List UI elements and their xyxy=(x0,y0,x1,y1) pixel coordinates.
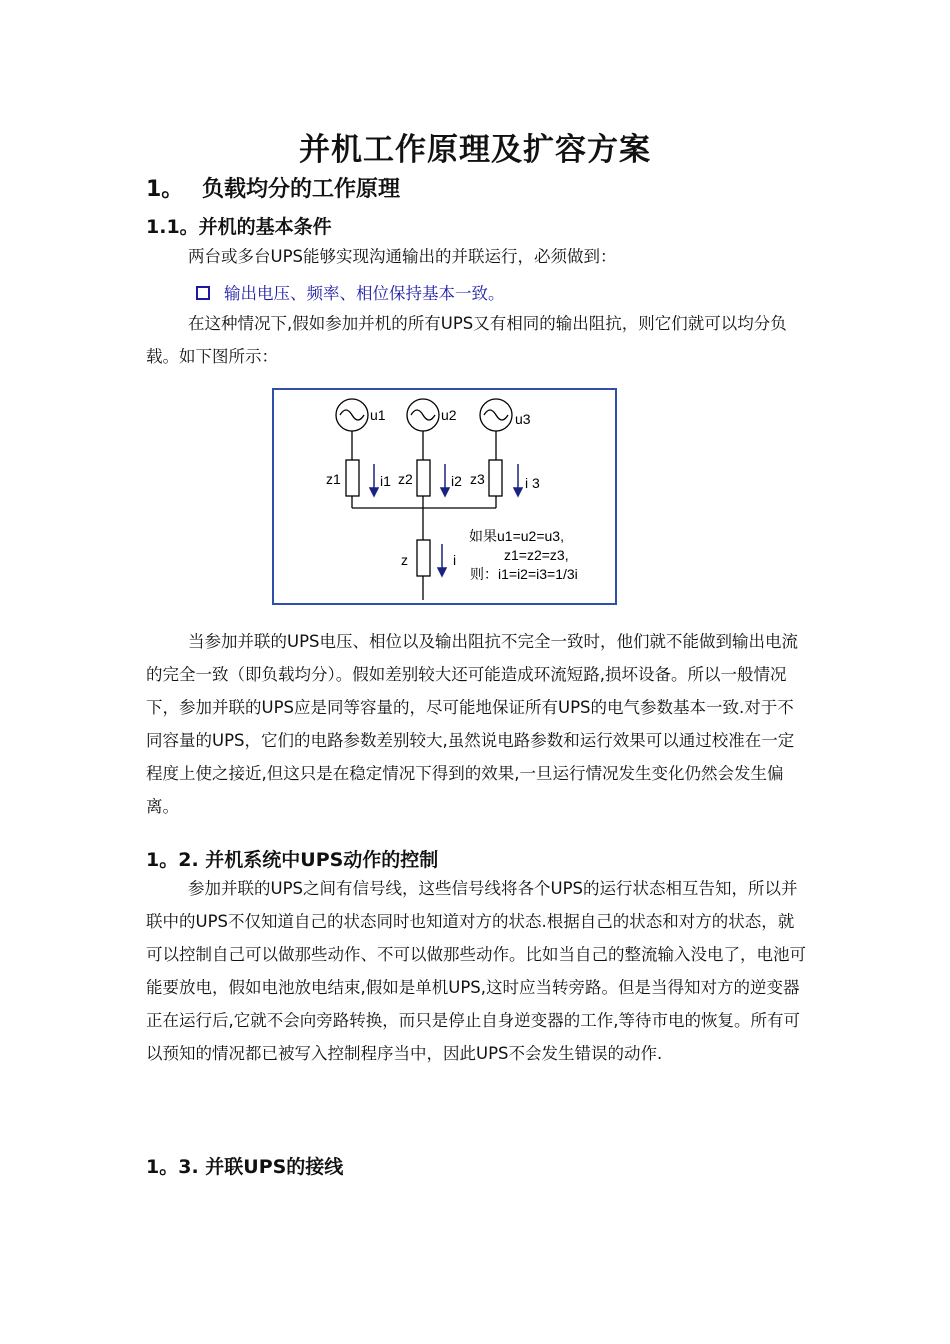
label-i2: i2 xyxy=(451,473,462,489)
resistor-z2 xyxy=(417,460,430,496)
sine-u3-icon xyxy=(484,410,508,420)
bullet-item xyxy=(196,282,505,306)
checkbox-bullet-icon xyxy=(196,286,210,300)
section-1-number: 1。 xyxy=(146,177,184,202)
document-title: 并机工作原理及扩容方案 xyxy=(299,132,651,168)
label-i: i xyxy=(453,552,457,568)
label-z2: z2 xyxy=(398,471,413,487)
paragraph-3: 当参加并联的UPS电压、相位以及输出阻抗不完全一致时，他们就不能做到输出电流的完全一致（即负载均分）。假如差别较大还可能造成环流短路,损坏设备。所以一般情况下，参加并联的UPS应是同等容量的，尽可能地保证所有UPS的电气参数基本一致.对于不同容量的UPS，它们的电路参数差别较大,虽然说电路参数和运行效果可以通过校准在一定程度上使之接近,但这只是在稳定情况下得到的效果,一旦运行情况发生变化仍然会发生偏离。 xyxy=(146,632,799,816)
resistor-z1 xyxy=(346,460,359,496)
resistor-z3 xyxy=(489,460,502,496)
resistor-z xyxy=(417,540,430,576)
paragraph-1: 两台或多台UPS能够实现沟通输出的并联运行，必须做到： xyxy=(188,247,617,266)
sine-u2-icon xyxy=(411,410,435,420)
sine-u1-icon xyxy=(340,410,364,420)
label-z1: z1 xyxy=(326,471,341,487)
label-i1: i1 xyxy=(380,473,391,489)
label-u2: u2 xyxy=(441,407,457,423)
section-1-1-heading: 1.1。并机的基本条件 xyxy=(146,216,332,238)
section-1-2-heading: 1。2. 并机系统中UPS动作的控制 xyxy=(146,849,439,871)
condition-line-2: z1=z2=z3, xyxy=(504,547,569,563)
parallel-circuit-figure xyxy=(272,388,617,605)
bullet-text: 输出电压、频率、相位保持基本一致。 xyxy=(224,284,505,303)
condition-line-1: 如果u1=u2=u3, xyxy=(469,528,564,544)
section-1-label: 负载均分的工作原理 xyxy=(202,177,401,202)
label-u3: u3 xyxy=(515,411,531,427)
label-i3: i 3 xyxy=(525,475,540,491)
section-1-heading xyxy=(146,172,400,203)
section-1-3-heading: 1。3. 并联UPS的接线 xyxy=(146,1156,344,1178)
label-u1: u1 xyxy=(370,407,386,423)
paragraph-2: 在这种情况下,假如参加并机的所有UPS又有相同的输出阻抗，则它们就可以均分负载。如下图所示： xyxy=(146,314,787,366)
condition-line-3: 则：i1=i2=i3=1/3i xyxy=(470,566,578,582)
label-z3: z3 xyxy=(470,471,485,487)
label-z: z xyxy=(401,552,408,568)
circuit-diagram xyxy=(274,390,619,607)
paragraph-4: 参加并联的UPS之间有信号线，这些信号线将各个UPS的运行状态相互告知，所以并联中的UPS不仅知道自己的状态同时也知道对方的状态.根据自己的状态和对方的状态，就可以控制自己可以做那些动作、不可以做那些动作。比如当自己的整流输入没电了，电池可能要放电，假如电池放电结束,假如是单机UPS,这时应当转旁路。但是当得知对方的逆变器正在运行后,它就不会向旁路转换，而只是停止自身逆变器的工作,等待市电的恢复。所有可以预知的情况都已被写入控制程序当中，因此UPS不会发生错误的动作. xyxy=(146,879,806,1063)
